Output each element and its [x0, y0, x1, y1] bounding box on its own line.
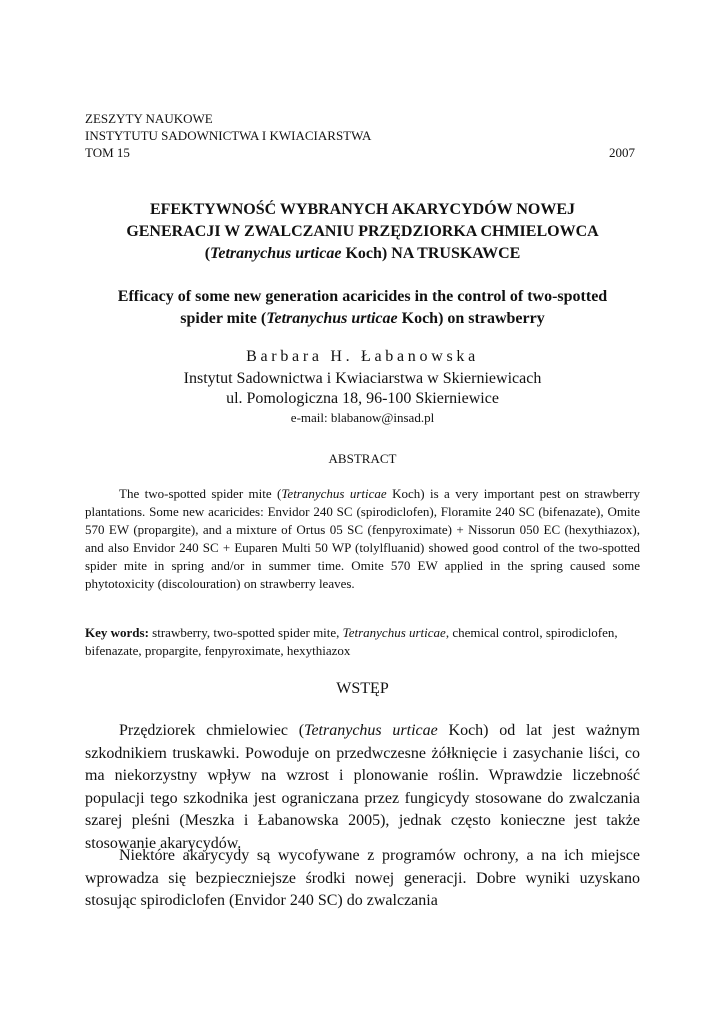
paragraph-2-text: Niektóre akarycydy są wycofywane z programów ochrony, a na ich miejsce wprowadza się bezpieczniejsze środki nowej generacji. Dobre wyniki uzyskano stosując spirodiclofen (Envidor 240 SC) do zwalczania: [85, 847, 640, 910]
paragraph-1-species: Tetranychus urticae: [304, 722, 438, 739]
title-polish-rest: Koch) NA TRUSKAWCE: [341, 245, 521, 262]
title-english-post: Koch) on strawberry: [397, 310, 545, 327]
title-english-species: Tetranychus urticae: [266, 310, 398, 327]
abstract-post: Koch) is a very important pest on strawberry plantations. Some new acaricides: Envidor 240 SC (spirodiclofen), Floramite 240 SC (bifenazate), Omite 570 EW (propargite), and a mixture of Ortus 05 SC (fenpyroximate) + Nissorun 050 EC (hexythiazox), and also Envidor 240 SC + Euparen Multi 50 WP (tolylfluanid) showed good control of the two-spotted spider mite in spring and/or in summer time. Omite 570 EW applied in the spring caused some phytotoxicity (discolouration) on strawberry leaves.: [85, 486, 640, 591]
title-polish-paren: (: [204, 245, 211, 262]
body-paragraph-2: [85, 845, 640, 913]
affiliation: [85, 369, 640, 409]
title-english: [85, 286, 640, 330]
journal-volume-row: [85, 144, 635, 161]
journal-name-line1: ZESZYTY NAUKOWE: [85, 111, 213, 126]
keywords-species: Tetranychus urticae: [342, 625, 446, 640]
journal-header: [85, 110, 635, 161]
body-paragraph-1: [85, 720, 640, 856]
section-heading: WSTĘP: [336, 680, 389, 697]
title-english-pre: spider mite (: [180, 310, 267, 327]
title-english-line2: [85, 308, 640, 330]
author-name: Barbara H. Łabanowska: [246, 348, 479, 365]
journal-year: 2007: [609, 145, 635, 160]
title-polish-line2: GENERACJI W ZWALCZANIU PRZĘDZIORKA CHMIELOWCA: [126, 223, 599, 240]
author-email: e-mail: blabanow@insad.pl: [290, 410, 435, 425]
keywords-post: , chemical control, spirodiclofen, bifenazate, propargite, fenpyroximate, hexythiazox: [85, 625, 618, 658]
title-polish-line3: [85, 243, 640, 265]
keywords: [85, 624, 640, 660]
title-polish-species: Tetranychus urticae: [210, 245, 342, 262]
affiliation-institute: Instytut Sadownictwa i Kwiaciarstwa w Skierniewicach: [183, 370, 542, 387]
journal-name-line2: INSTYTUTU SADOWNICTWA I KWIACIARSTWA: [85, 128, 372, 143]
title-polish-line1: EFEKTYWNOŚĆ WYBRANYCH AKARYCYDÓW NOWEJ: [149, 201, 576, 218]
keywords-label: Key words:: [85, 625, 149, 640]
keywords-pre: strawberry, two-spotted spider mite,: [148, 625, 343, 640]
title-polish: [85, 199, 640, 265]
journal-volume: TOM 15: [85, 145, 130, 160]
abstract-text: [85, 485, 640, 593]
abstract-species: Tetranychus urticae: [281, 486, 387, 501]
abstract-pre: The two-spotted spider mite (: [119, 486, 282, 501]
title-english-line1: Efficacy of some new generation acaricides in the control of two-spotted: [117, 288, 608, 305]
affiliation-address: ul. Pomologiczna 18, 96-100 Skierniewice: [226, 390, 499, 407]
abstract-heading: ABSTRACT: [328, 451, 397, 466]
paragraph-1-pre: Przędziorek chmielowiec (: [119, 722, 305, 739]
paragraph-1-post: Koch) od lat jest ważnym szkodnikiem truskawki. Powoduje on przedwczesne żółknięcie i zasychanie liści, co ma niekorzystny wpływ na wzrost i plonowanie roślin. Wprawdzie liczebność populacji tego szkodnika jest ograniczana przez fungicydy stosowane do zwalczania szarej pleśni (Meszka i Łabanowska 2005), jednak często konieczne jest także stosowanie akarycydów.: [85, 722, 640, 852]
